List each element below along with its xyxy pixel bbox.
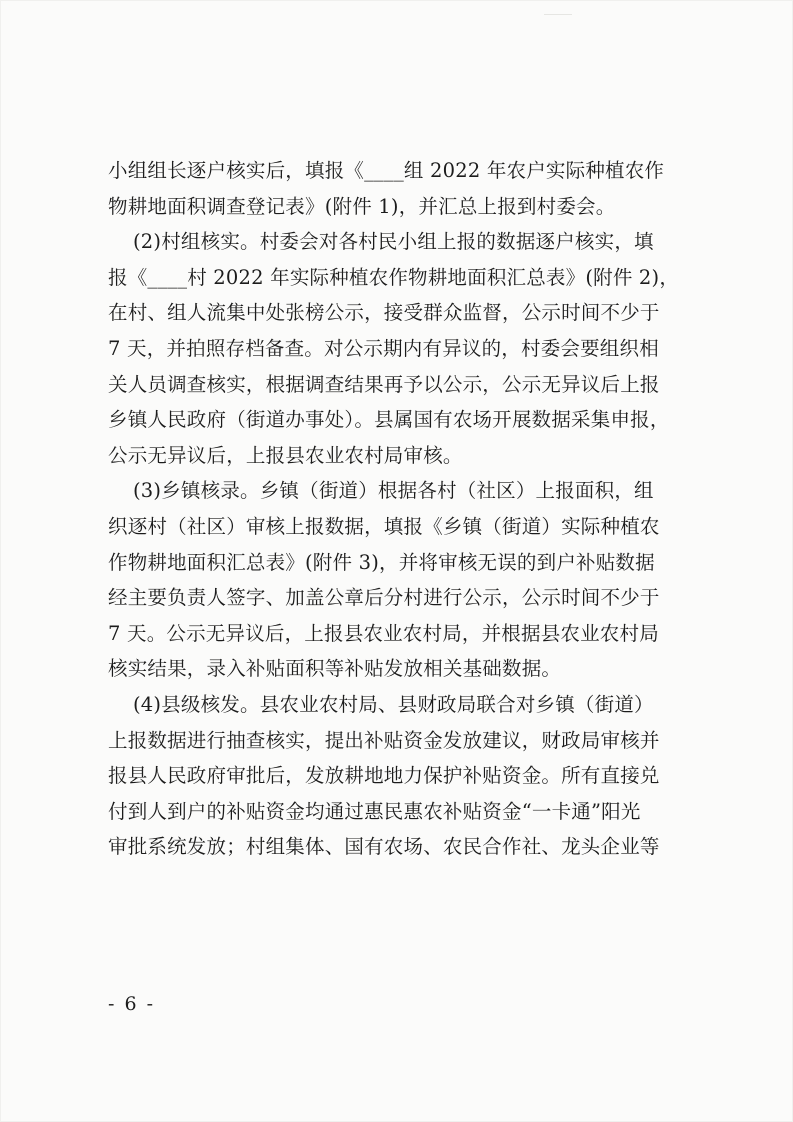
body-text <box>108 153 692 865</box>
text-line: 物耕地面积调查登记表》(附件 1)，并汇总上报到村委会。 <box>108 194 616 218</box>
text-line: 小组组长逐户核实后，填报《____组 2022 年农户实际种植农作 <box>108 159 665 182</box>
text-line: 付到人到户的补贴资金均通过惠民惠农补贴资金“一卡通”阳光 <box>108 799 641 823</box>
text-line: 审批系统发放；村组集体、国有农场、农民合作社、龙头企业等 <box>108 835 660 859</box>
text-line: 织逐村（社区）审核上报数据，填报《乡镇（街道）实际种植农 <box>108 514 660 538</box>
text-line: 在村、组人流集中处张榜公示，接受群众监督，公示时间不少于 <box>108 301 660 325</box>
paragraph-start-village-check: (2)村组核实。村委会对各村民小组上报的数据逐户核实，填 <box>133 230 654 254</box>
text-line: 核实结果，录入补贴面积等补贴发放相关基础数据。 <box>108 657 562 681</box>
text-line: 公示无异议后，上报县农业农村局审核。 <box>108 443 463 467</box>
page-number: - 6 - <box>108 993 156 1015</box>
text-line: 上报数据进行抽查核实，提出补贴资金发放建议，财政局审核并 <box>108 728 660 752</box>
text-line: 经主要负责人签字、加盖公章后分村进行公示，公示时间不少于 <box>108 586 660 610</box>
paragraph-start-township-record: (3)乡镇核录。乡镇（街道）根据各村（社区）上报面积，组 <box>133 479 654 503</box>
text-line: 报《____村 2022 年实际种植农作物耕地面积汇总表》(附件 2)， <box>108 265 680 289</box>
text-line: 7 天。公示无异议后，上报县农业农村局，并根据县农业农村局 <box>108 621 659 645</box>
text-line: 作物耕地面积汇总表》(附件 3)，并将审核无误的到户补贴数据 <box>108 550 655 574</box>
scan-edge-mark <box>544 0 572 15</box>
text-line: 报县人民政府审批后，发放耕地地力保护补贴资金。所有直接兑 <box>108 764 660 788</box>
paragraph-start-county-issue: (4)县级核发。县农业农村局、县财政局联合对乡镇（街道） <box>133 692 654 716</box>
text-line: 7 天，并拍照存档备查。对公示期内有异议的，村委会要组织相 <box>108 336 659 360</box>
text-line: 乡镇人民政府（街道办事处）。县属国有农场开展数据采集申报， <box>108 408 670 432</box>
text-line: 关人员调查核实，根据调查结果再予以公示，公示无异议后上报 <box>108 372 660 396</box>
